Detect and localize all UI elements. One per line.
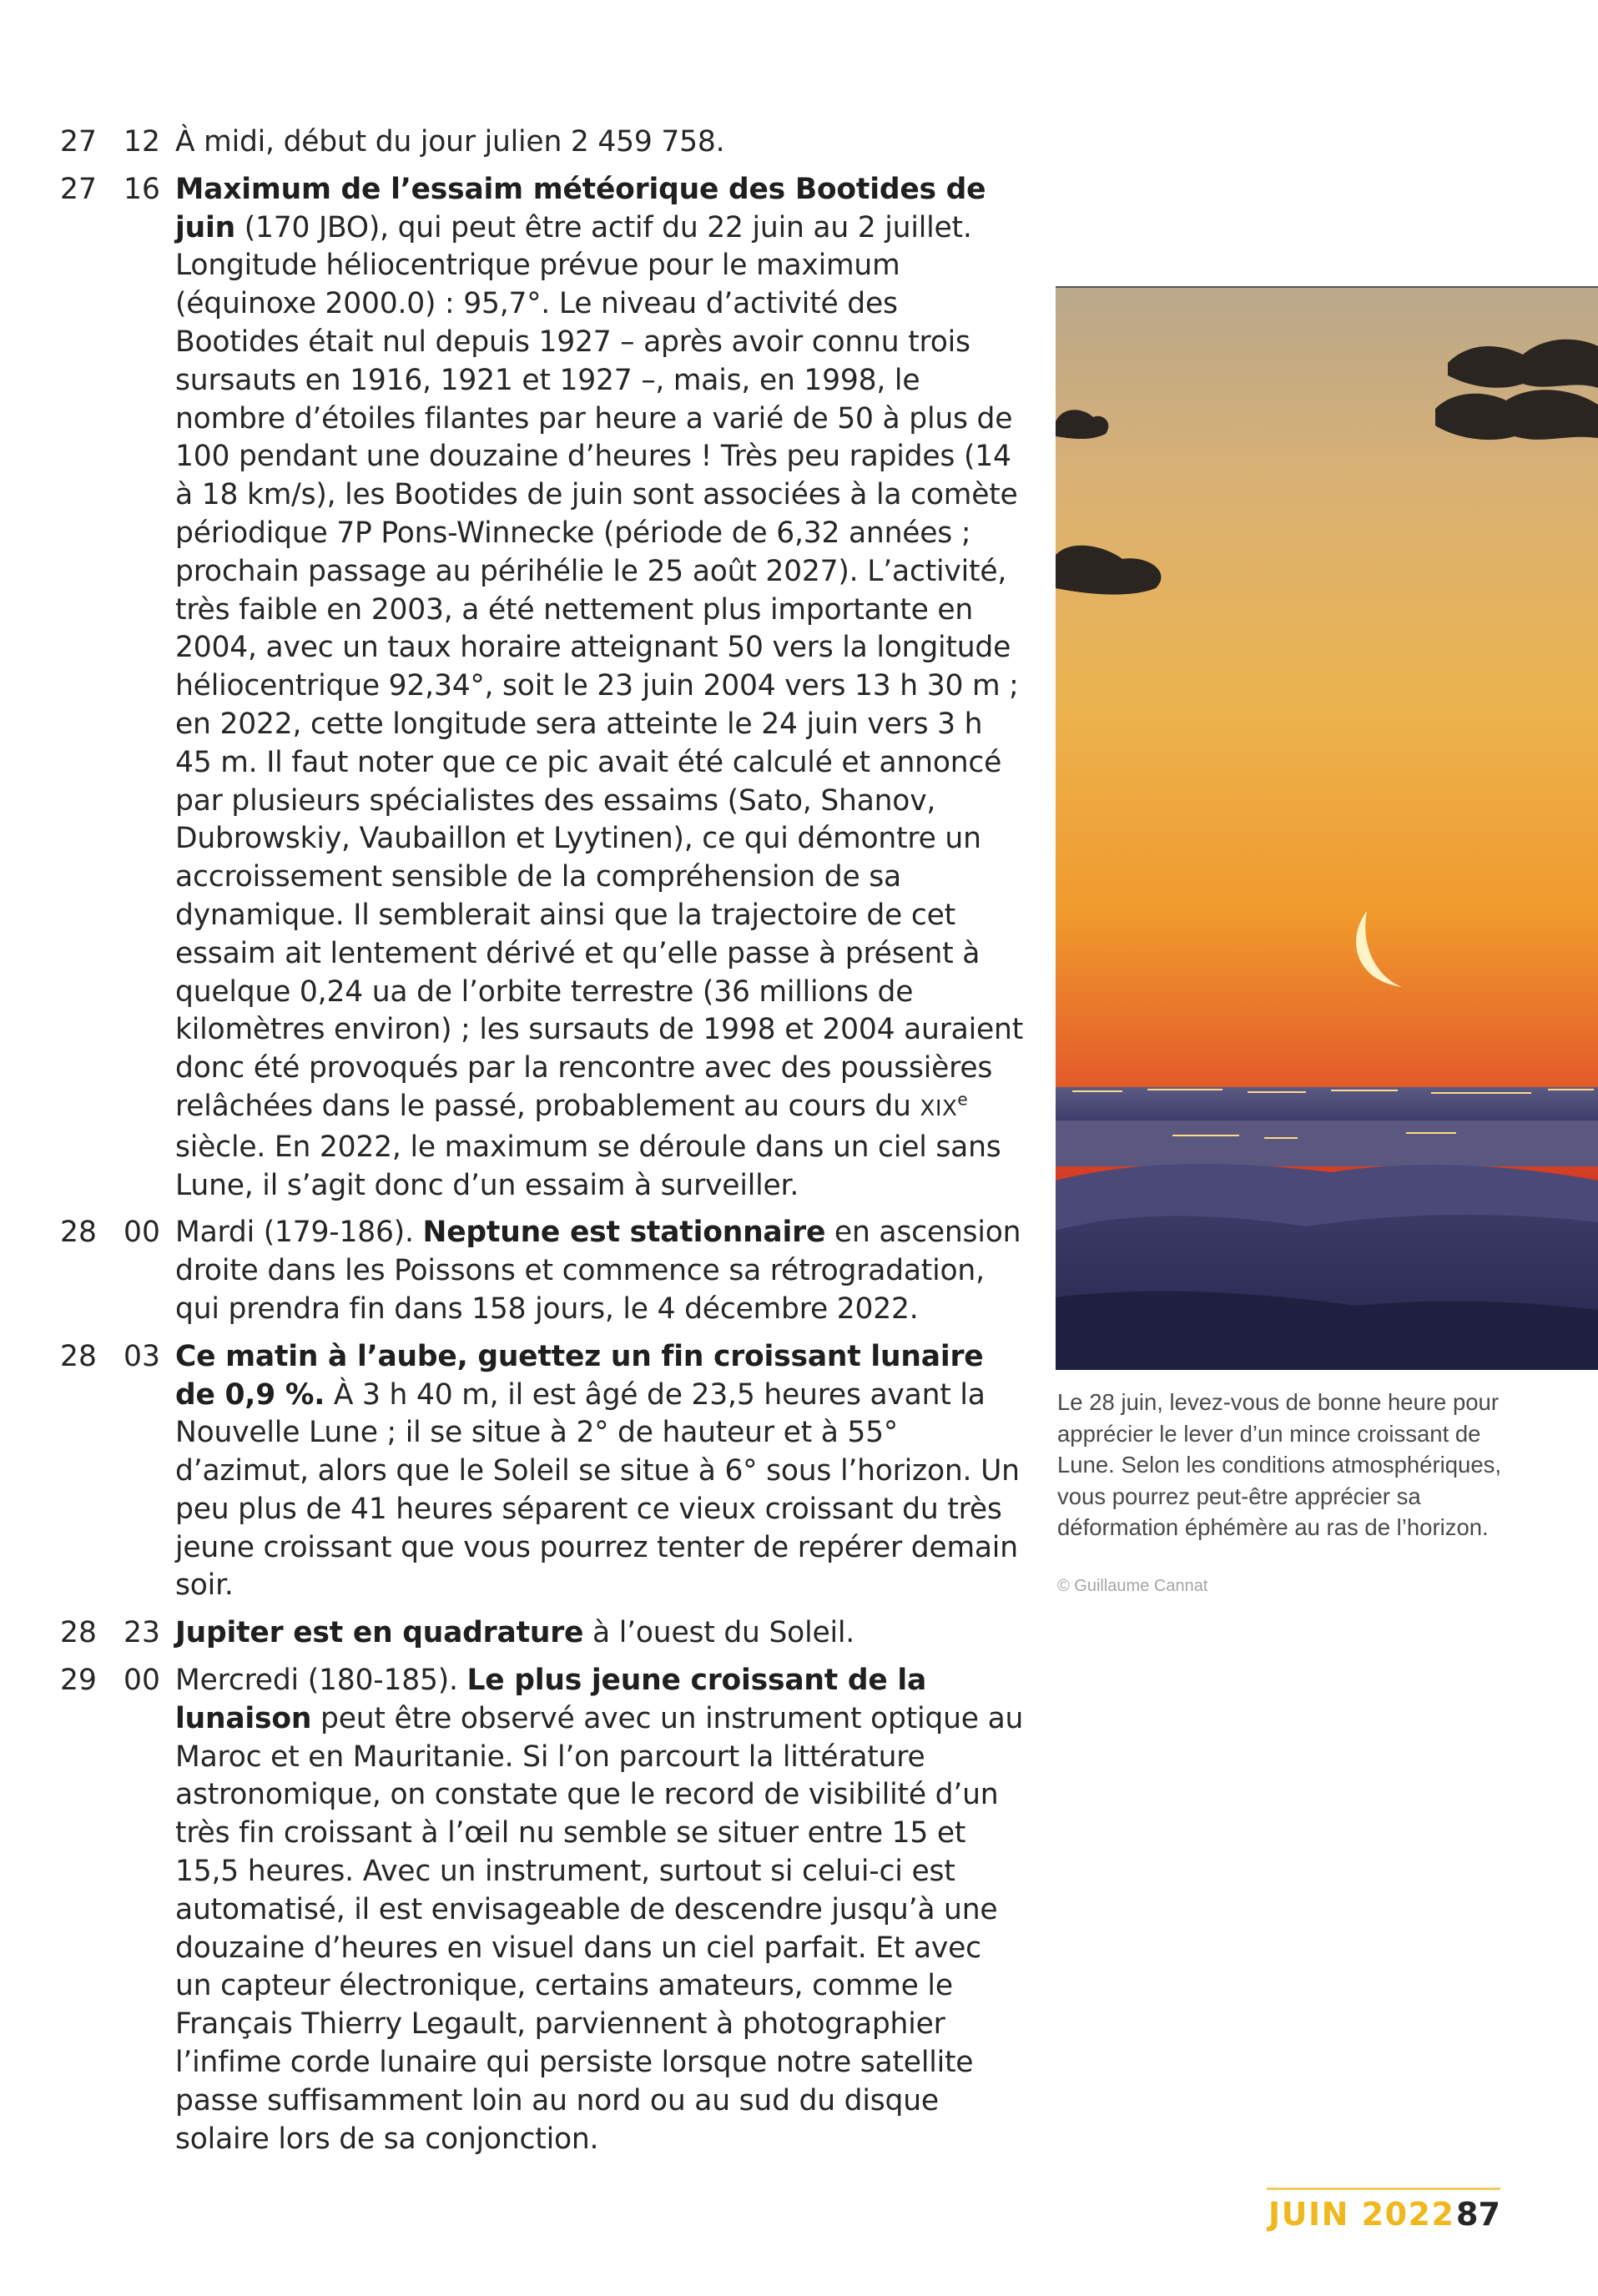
event-hour: 00	[124, 1216, 160, 1250]
events-list	[58, 123, 1026, 2168]
event-entry	[58, 123, 1026, 162]
event-day: 27	[60, 172, 97, 206]
event-text	[175, 1338, 1026, 1606]
event-text	[175, 1214, 1026, 1328]
event-text-part: Mardi (179-186).	[175, 1216, 423, 1250]
event-highlight: Le plus jeune croissant de la lunaison	[175, 1664, 927, 1735]
event-text-part: Mercredi (180-185).	[175, 1664, 467, 1698]
event-day: 28	[60, 1216, 97, 1250]
event-text-part: (170 JBO), qui peut être actif du 22 juin au 2 juillet. Longitude héliocentrique prévue pour le maximum (équinoxe 2000.0) : 95,7°. Le niveau d’activité des Bootides était nul depuis 1927 – après avoir connu trois sursauts en 1916, 1921 et 1927 –, mais, en 1998, le nombre d’étoiles filantes par heure a varié de 50 à plus de 100 pendant une douzaine d’heures ! Très peu rapides (14 à 18 km/s), les Bootides de juin sont associées à la comète périodique 7P Pons-Winnecke (période de 6,32 années ; prochain passage au périhélie le 25 août 2027). L’activité, très faible en 2003, a été nettement plus importante en 2004, avec un taux horaire atteignant 50 vers la longitude héliocentrique 92,34°, soit le 23 juin 2004 vers 13 h 30 m ; en 2022, cette longitude sera atteinte le 24 juin vers 3 h 45 m. Il faut noter que ce pic avait été calculé et annoncé par plusieurs spécialistes des essaims (Sato, Shanov, Dubrowskiy, Vaubaillon et Lyytinen), ce qui démontre un accroissement sensible de la compréhension de sa dynamique. Il semblerait ainsi que la trajectoire de cet essaim ait lentement dérivé et qu’elle passe à présent à quelque 0,24 ua de l’orbite terrestre (36 millions de kilomètres environ) ; les sursauts de 1998 et 2004 auraient donc été provoqués par la rencontre avec des poussières relâchées dans le passé, probablement au cours du	[175, 210, 1024, 1123]
event-text-part: peut être observé avec un instrument optique au Maroc et en Mauritanie. Si l’on parcourt la littérature astronomique, on constate que le record de visibilité d’un très fin croissant à l’œil nu semble se situer entre 15 et 15,5 heures. Avec un instrument, surtout si celui-ci est automatisé, il est envisageable de descendre jusqu’à une douzaine d’heures en visuel dans un ciel parfait. Et avec un capteur électronique, certains amateurs, comme le Français Thierry Legault, parviennent à photographier l’infime corde lunaire qui persiste lorsque notre satellite passe suffisamment loin au nord ou au sud du disque solaire lors de sa conjonction.	[175, 1701, 1024, 2156]
footer-month: JUIN 2022	[1268, 2196, 1455, 2233]
event-text-part: À midi, début du jour julien 2 459 758.	[175, 125, 725, 159]
event-hour: 03	[124, 1339, 160, 1373]
event-hour: 16	[124, 172, 160, 206]
event-hour: 23	[124, 1616, 160, 1650]
event-text-part: en ascension droite dans les Poissons et commence sa rétrogradation, qui prendra fin dans 158 jours, le 4 décembre 2022.	[175, 1216, 1021, 1326]
event-highlight: Ce matin à l’aube, guettez un fin croissant lunaire de 0,9 %.	[175, 1339, 984, 1412]
event-text-part: À 3 h 40 m, il est âgé de 23,5 heures avant la Nouvelle Lune ; il se situe à 2° de hauteur et à 55° d’azimut, alors que le Soleil se situe à 6° sous l’horizon. Un peu plus de 41 heures séparent ce vieux croissant du très jeune croissant que vous pourrez tenter de repérer demain soir.	[175, 1377, 1020, 1603]
event-hour: 12	[124, 125, 160, 159]
event-text	[175, 1662, 1026, 2158]
event-text-part: siècle. En 2022, le maximum se déroule dans un ciel sans Lune, il s’agit donc d’un essaim à surveiller.	[175, 1130, 1001, 1202]
event-day: 29	[60, 1664, 97, 1698]
event-text	[175, 1614, 1026, 1653]
event-text-part: e	[957, 1089, 968, 1110]
event-highlight: Neptune est stationnaire	[422, 1216, 826, 1250]
page-number: 87	[1456, 2196, 1500, 2233]
photo-caption: Le 28 juin, levez-vous de bonne heure pour apprécier le lever d’un mince croissant de Lune. Selon les conditions atmosphériques, vous pourrez peut-être apprécier sa déformation éphémère au ras de l’horizon.	[1057, 1389, 1502, 1540]
event-day: 28	[60, 1339, 97, 1373]
footer-rule	[1267, 2188, 1500, 2190]
event-hour: 00	[124, 1664, 160, 1698]
crescent-moon-photo	[1056, 286, 1598, 1370]
mountain-ridge	[1056, 1292, 1598, 1370]
event-entry	[58, 1338, 1026, 1606]
event-entry	[58, 1614, 1026, 1653]
dawn-landscape-image	[1056, 288, 1598, 1370]
event-entry	[58, 171, 1026, 1206]
event-text-part: à l’ouest du Soleil.	[583, 1616, 855, 1650]
event-text-part: XIX	[920, 1095, 958, 1121]
event-entry	[58, 1214, 1026, 1328]
event-highlight: Maximum de l’essaim météorique des Bootides de juin	[175, 172, 986, 244]
event-highlight: Jupiter est en quadrature	[175, 1616, 584, 1650]
event-entry	[58, 1662, 1026, 2158]
event-text	[175, 123, 1026, 162]
event-day: 27	[60, 125, 97, 159]
photo-credit: © Guillaume Cannat	[1057, 1577, 1208, 1595]
event-day: 28	[60, 1616, 97, 1650]
event-text	[175, 171, 1026, 1206]
